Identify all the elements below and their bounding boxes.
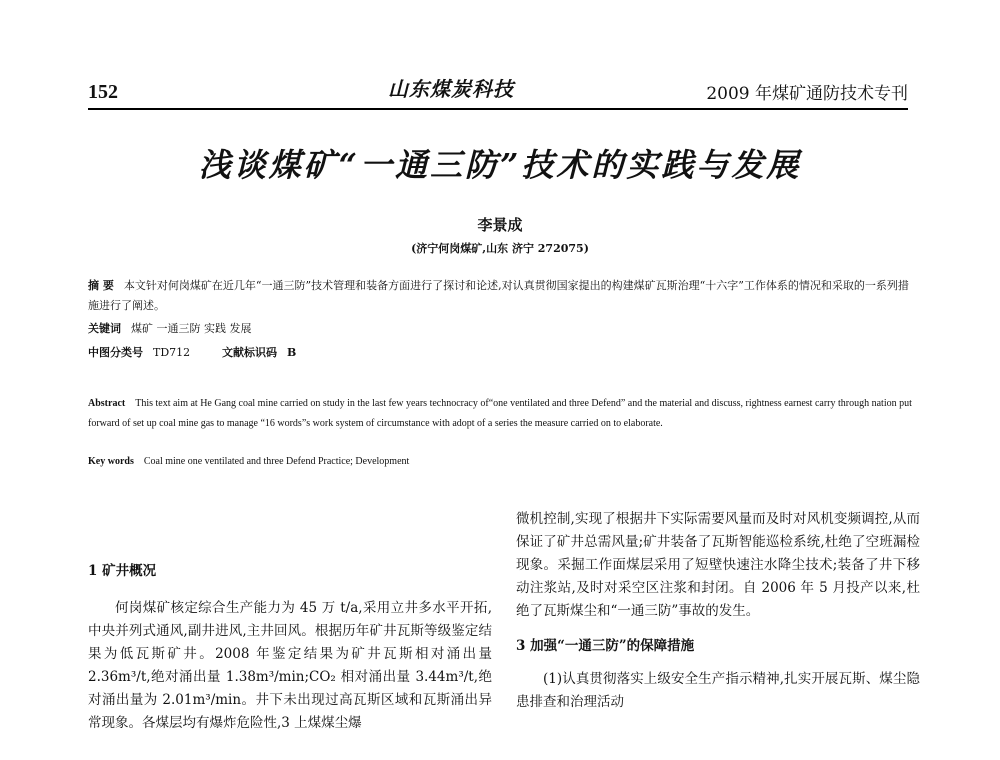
keywords-label: 关键词	[88, 322, 121, 335]
abstract-text: 本文针对何岗煤矿在近几年“一通三防”技术管理和装备方面进行了探讨和论述,对认真贯彻国家提出的构建煤矿瓦斯治理“十六字”工作体系的情况和采取的一系列措施进行了阐述。	[88, 279, 909, 312]
en-abstract-text: This text aim at He Gang coal mine carried on study in the last few years technocracy of“one ventilated and three Defend” and the material and discuss, rightness earnest carry through nation put forward of set up coal mine gas to manage “16 words”s work system of circumstance with adopt of a series the measure carried on to elaborate.	[88, 398, 912, 429]
classification-line	[88, 344, 296, 360]
chinese-abstract	[88, 276, 914, 316]
english-abstract	[88, 394, 914, 434]
section-heading: 3 加强“一通三防”的保障措施	[516, 638, 695, 654]
en-abstract-label: Abstract	[88, 398, 126, 409]
left-column	[88, 560, 492, 735]
clc-label: 中图分类号	[88, 346, 143, 359]
en-keywords-text: Coal mine one ventilated and three Defend Practice; Development	[143, 456, 410, 467]
english-keywords	[88, 456, 409, 467]
issue-label: 2009 年煤矿通防技术专刊	[706, 84, 908, 104]
author-affiliation: (济宁何岗煤矿,山东 济宁 272075)	[411, 242, 589, 255]
keywords-text: 煤矿 一通三防 实践 发展	[131, 322, 252, 335]
body-paragraph: (1)认真贯彻落实上级安全生产指示精神,扎实开展瓦斯、煤尘隐患排查和治理活动	[516, 671, 920, 710]
body-paragraph: 微机控制,实现了根据井下实际需要风量而及时对风机变频调控,从而保证了矿井总需风量;矿井装备了瓦斯智能巡检系统,杜绝了空班漏检现象。采掘工作面煤层采用了短壁快速注水降尘技术;装备了井下移动注浆站,及时对采空区注浆和封闭。自 2006 年 5 月投产以来,杜绝了瓦斯煤尘和“一通三防”事故的发生。	[516, 511, 920, 619]
right-column	[516, 508, 920, 714]
doc-code-value: B	[287, 346, 297, 359]
journal-logo: 山东煤炭科技	[388, 77, 514, 101]
page-number: 152	[88, 81, 118, 103]
author-name: 李景成	[477, 216, 523, 234]
doc-code-label: 文献标识码	[222, 346, 277, 359]
keywords-line	[88, 320, 252, 336]
running-header	[88, 72, 908, 110]
body-paragraph: 何岗煤矿核定综合生产能力为 45 万 t/a,采用立井多水平开拓,中央并列式通风,副井进风,主井回风。根据历年矿井瓦斯等级鉴定结果为低瓦斯矿井。2008 年鉴定结果为矿井瓦斯相对涌出量 2.36m³/t,绝对涌出量 1.38m³/min;CO₂ 相对涌出量 3.44m³/t,绝对涌出量为 2.01m³/min。井下未出现过高瓦斯区域和瓦斯涌出异常现象。各煤层均有爆炸危险性,3 上煤煤尘爆	[88, 600, 492, 731]
article-title: 浅谈煤矿“一通三防”技术的实践与发展	[198, 146, 802, 184]
section-heading: 1 矿井概况	[88, 563, 157, 579]
clc-value: TD712	[153, 346, 191, 359]
abstract-label: 摘 要	[88, 279, 114, 292]
en-keywords-label: Key words	[88, 456, 134, 467]
